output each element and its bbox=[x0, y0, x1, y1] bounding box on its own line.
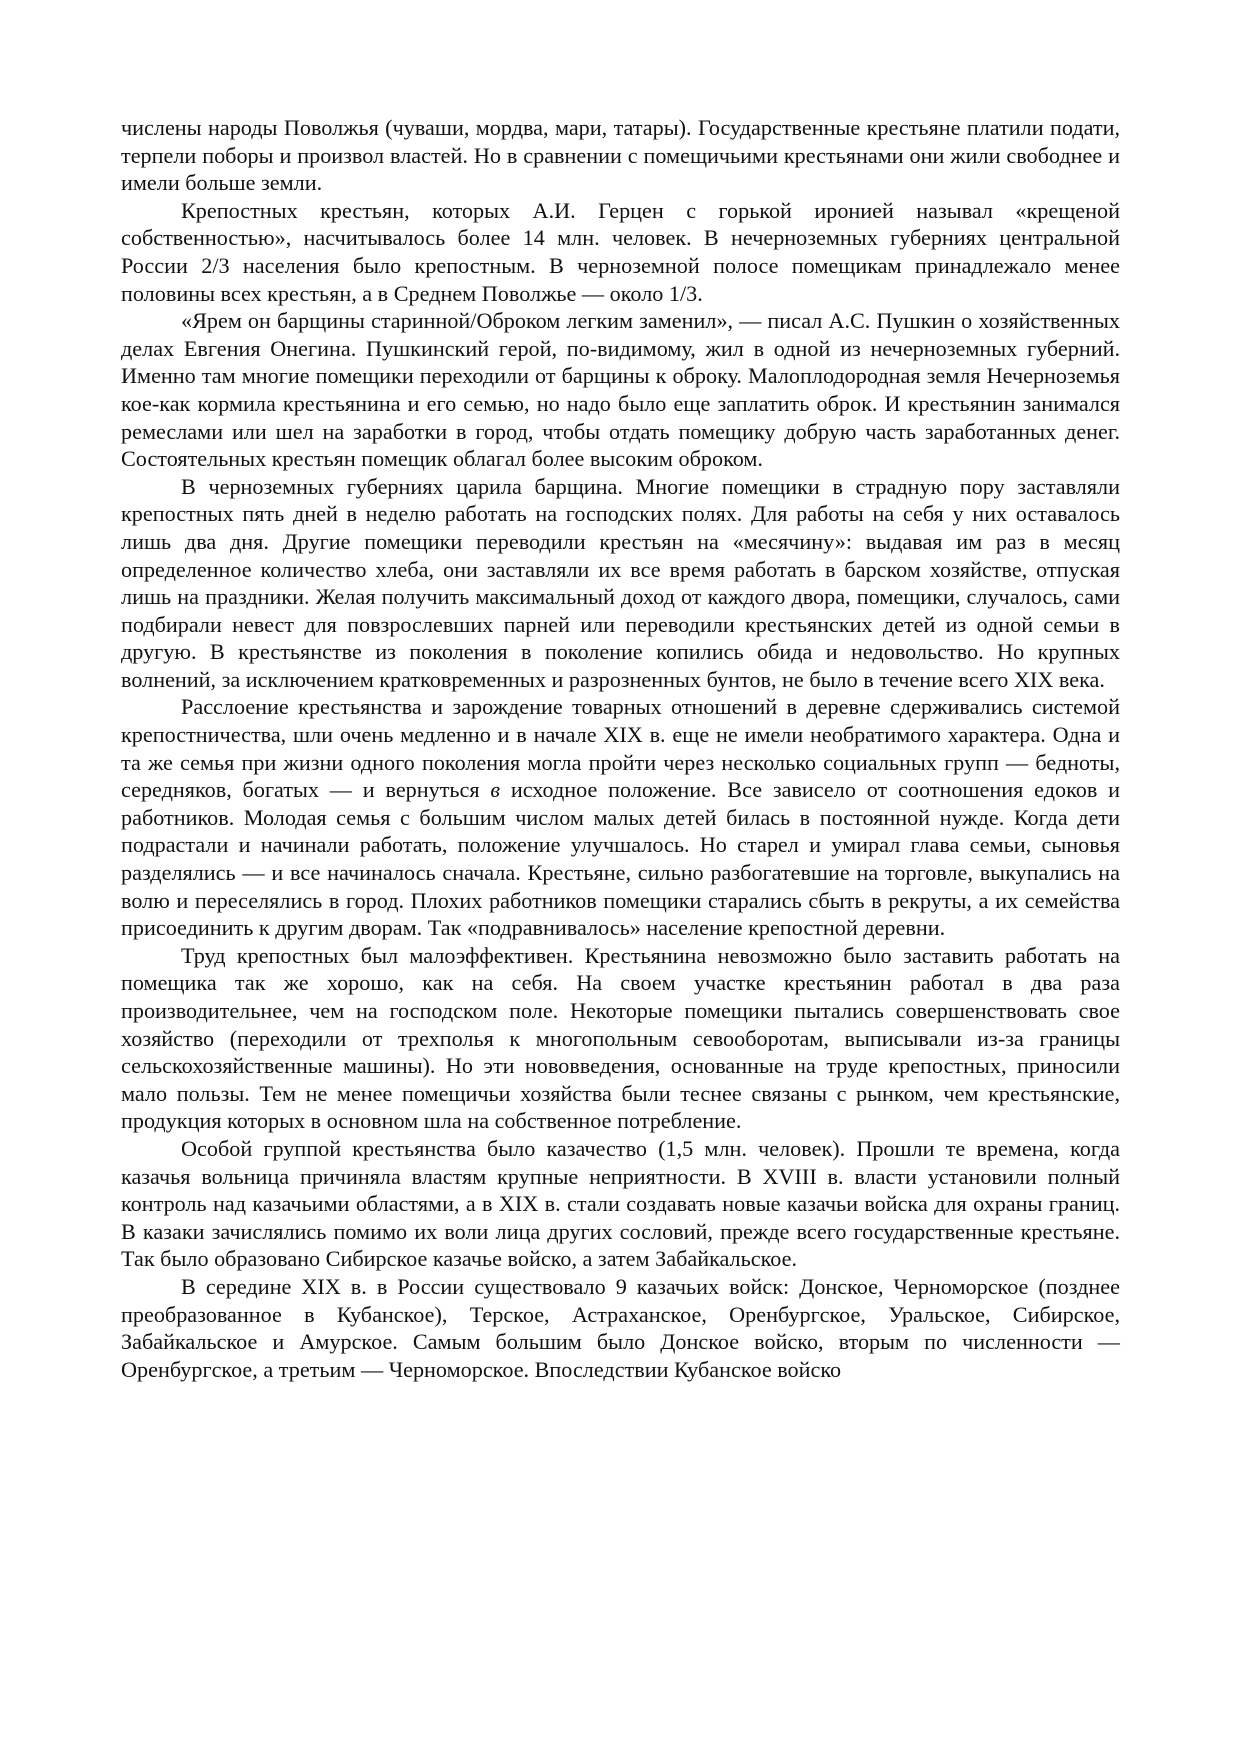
paragraph-4: В черноземных губерниях царила барщина. Многие помещики в страдную пору заставляли крепостных пять дней в неделю работать на господских полях. Для работы на себя у них оставалось лишь два дня. Другие помещики переводили крестьян на «месячину»: выдавая им раз в месяц определенное количество хлеба, они заставляли их все время работать в барском хозяйстве, отпуская лишь на праздники. Желая получить максимальный доход от каждого двора, помещики, случалось, сами подбирали невест для повзрослевших парней или переводили крестьянских детей из одной семьи в другую. В крестьянстве из поколения в поколение копились обида и недовольство. Но крупных волнений, за исключением кратковременных и разрозненных бунтов, не было в течение всего XIX века. bbox=[121, 473, 1120, 692]
paragraph-7: Особой группой крестьянства было казачество (1,5 млн. человек). Прошли те времена, когда казачья вольница причиняла властям крупные неприятности. В XVIII в. власти установили полный контроль над казачьими областями, а в XIX в. стали создавать новые казачьи войска для охраны границ. В казаки зачислялись помимо их воли лица других сословий, прежде всего государственные крестьяне. Так было образовано Сибирское казачье войско, а затем Забайкальское. bbox=[121, 1135, 1120, 1272]
paragraph-3: «Ярем он барщины старинной/Оброком легким заменил», — писал А.С. Пушкин о хозяйственных делах Евгения Онегина. Пушкинский герой, по-видимому, жил в одной из нечерноземных губерний. Именно там многие помещики переходили от барщины к оброку. Малоплодородная земля Нечерноземья кое-как кормила крестьянина и его семью, но надо было еще заплатить оброк. И крестьянин занимался ремеслами или шел на заработки в город, чтобы отдать помещику добрую часть заработанных денег. Состоятельных крестьян помещик облагал более высоким оброком. bbox=[121, 308, 1120, 472]
paragraph-5 bbox=[121, 693, 1120, 941]
paragraph-5-italic-letter: в bbox=[490, 777, 501, 803]
document-page bbox=[121, 114, 1120, 1383]
paragraph-1: числены народы Поволжья (чуваши, мордва, мари, татары). Государственные крестьяне платили подати, терпели поборы и произвол властей. Но в сравнении с помещичьими крестьянами они жили свободнее и имели больше земли. bbox=[121, 115, 1120, 196]
paragraph-6: Труд крепостных был малоэффективен. Крестьянина невозможно было заставить работать на помещика так же хорошо, как на себя. На своем участке крестьянин работал в два раза производительнее, чем на господском поле. Некоторые помещики пытались совершенствовать свое хозяйство (переходили от трехполья к многопольным севооборотам, выписывали из-за границы сельскохозяйственные машины). Но эти нововведения, основанные на труде крепостных, приносили мало пользы. Тем не менее помещичьи хозяйства были теснее связаны с рынком, чем крестьянские, продукция которых в основном шла на собственное потребление. bbox=[121, 942, 1120, 1134]
paragraph-8: В середине XIX в. в России существовало 9 казачьих войск: Донское, Черноморское (позднее преобразованное в Кубанское), Терское, Астраханское, Оренбургское, Уральское, Сибирское, Забайкальское и Амурское. Самым большим было Донское войско, вторым по численности — Оренбургское, а третьим — Черноморское. Впоследствии Кубанское войско bbox=[121, 1273, 1120, 1382]
paragraph-5-part-2: исходное положение. Все зависело от соотношения едоков и работников. Молодая семья с большим числом малых детей билась в постоянной нужде. Когда дети подрастали и начинали работать, положение улучшалось. Но старел и умирал глава семьи, сыновья разделялись — и все начиналось сначала. Крестьяне, сильно разбогатевшие на торговле, выкупались на волю и переселялись в город. Плохих работников помещики старались сбыть в рекруты, а их семейства присоединить к другим дворам. Так «подравнивалось» население крепостной деревни. bbox=[121, 777, 1120, 941]
paragraph-2: Крепостных крестьян, которых А.И. Герцен с горькой иронией называл «крещеной собственностью», насчитывалось более 14 млн. человек. В нечерноземных губерниях центральной России 2/3 населения было крепостным. В черноземной полосе помещикам принадлежало менее половины всех крестьян, а в Среднем Поволжье — около 1/3. bbox=[121, 197, 1120, 306]
paragraph-5-part-1: Расслоение крестьянства и зарождение товарных отношений в деревне сдерживались системой крепостничества, шли очень медленно и в начале XIX в. еще не имели необратимого характера. Одна и та же семья при жизни одного поколения могла пройти через несколько социальных групп — бедноты, середняков, богатых — и вернуться bbox=[121, 694, 1120, 803]
